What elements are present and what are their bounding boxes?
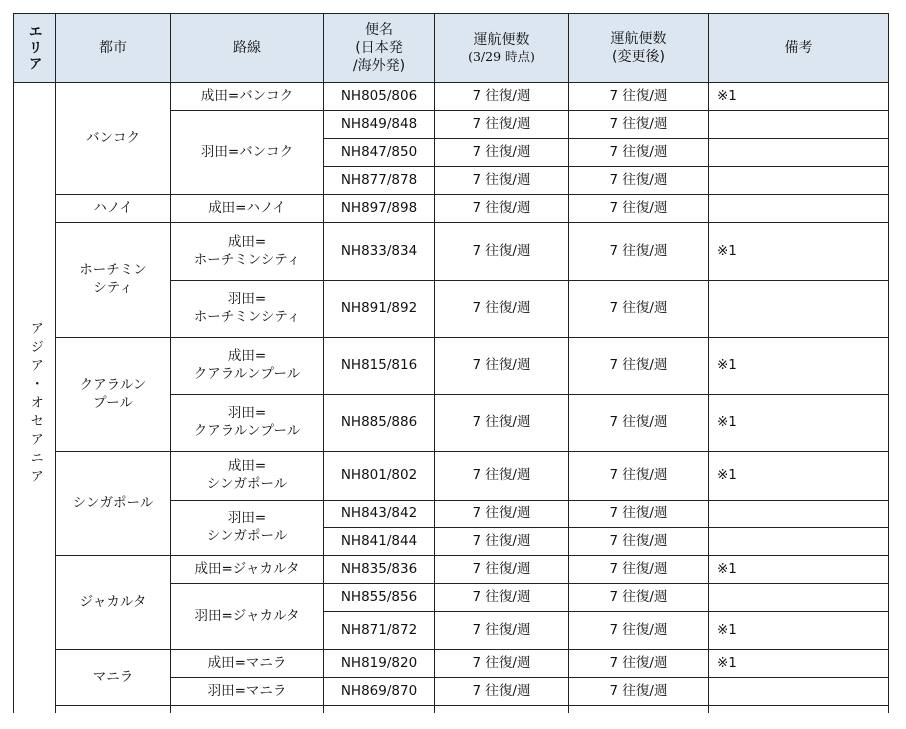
header-flight-line3: /海外発) [352,58,406,75]
flight-number-cell: NH885/886 [324,395,435,452]
header-freq-before-line1: 運航便数 [473,31,530,48]
flight-number-cell: NH819/820 [324,650,435,678]
notes-cell: ※1 [709,556,889,584]
frequency-after-cell: 7 往復/週 [569,281,709,338]
header-freq-before-line2: (3/29 時点) [468,48,535,64]
frequency-before-cell: 7 往復/週 [435,111,569,139]
empty-cell [709,706,889,714]
notes-cell [709,584,889,612]
frequency-before-cell: 7 往復/週 [435,223,569,281]
city-cell: クアラルン プール [56,338,171,452]
frequency-before-cell: 7 往復/週 [435,584,569,612]
flight-number-cell: NH877/878 [324,167,435,195]
header-city: 都市 [56,14,171,83]
header-row [14,14,889,83]
route-cell: 成田=ハノイ [171,195,324,223]
frequency-before-cell: 7 往復/週 [435,338,569,395]
flight-number-cell: NH843/842 [324,501,435,528]
empty-cell [435,706,569,714]
frequency-after-cell: 7 往復/週 [569,111,709,139]
flight-number-cell: NH871/872 [324,612,435,650]
flight-number-cell: NH847/850 [324,139,435,167]
frequency-before-cell: 7 往復/週 [435,167,569,195]
city-cell: マニラ [56,650,171,706]
city-cell: バンコク [56,83,171,195]
header-flight-no [324,14,435,83]
notes-cell: ※1 [709,650,889,678]
frequency-before-cell: 7 往復/週 [435,528,569,556]
flight-number-cell: NH835/836 [324,556,435,584]
flight-number-cell: NH841/844 [324,528,435,556]
frequency-after-cell: 7 往復/週 [569,195,709,223]
flight-number-cell: NH849/848 [324,111,435,139]
city-cell: ジャカルタ [56,556,171,650]
frequency-before-cell: 7 往復/週 [435,650,569,678]
frequency-before-cell: 7 往復/週 [435,395,569,452]
header-area-label: エリア [26,24,43,72]
route-cell: 成田= シンガポール [171,452,324,501]
frequency-before-cell: 7 往復/週 [435,501,569,528]
table-row [14,338,889,395]
header-freq-before [435,14,569,83]
frequency-before-cell: 7 往復/週 [435,678,569,706]
notes-cell [709,501,889,528]
flight-number-cell: NH801/802 [324,452,435,501]
frequency-after-cell: 7 往復/週 [569,452,709,501]
notes-cell: ※1 [709,338,889,395]
frequency-after-cell: 7 往復/週 [569,223,709,281]
route-cell: 成田= クアラルンプール [171,338,324,395]
flight-number-cell: NH833/834 [324,223,435,281]
frequency-after-cell: 7 往復/週 [569,167,709,195]
frequency-after-cell: 7 往復/週 [569,556,709,584]
table-row [14,223,889,281]
frequency-after-cell: 7 往復/週 [569,584,709,612]
frequency-before-cell: 7 往復/週 [435,556,569,584]
header-freq-after-line1: 運航便数 [610,30,667,47]
frequency-after-cell: 7 往復/週 [569,678,709,706]
notes-cell: ※1 [709,452,889,501]
header-area [14,14,56,83]
notes-cell [709,195,889,223]
route-cell: 羽田=バンコク [171,111,324,195]
notes-cell [709,139,889,167]
frequency-after-cell: 7 往復/週 [569,83,709,111]
header-flight-line1: 便名 [365,21,393,38]
notes-cell [709,528,889,556]
route-cell: 成田= ホーチミンシティ [171,223,324,281]
table-row [14,83,889,111]
frequency-before-cell: 7 往復/週 [435,195,569,223]
flight-number-cell: NH855/856 [324,584,435,612]
table-body [14,83,889,714]
empty-cell [569,706,709,714]
notes-cell [709,281,889,338]
frequency-after-cell: 7 往復/週 [569,395,709,452]
header-notes: 備考 [709,14,889,83]
flight-number-cell: NH869/870 [324,678,435,706]
notes-cell: ※1 [709,612,889,650]
frequency-after-cell: 7 往復/週 [569,528,709,556]
empty-cell [324,706,435,714]
route-cell: 羽田= ホーチミンシティ [171,281,324,338]
city-cell: シンガポール [56,452,171,556]
table-row [14,556,889,584]
route-cell: 羽田=マニラ [171,678,324,706]
flight-schedule-table-container [13,13,889,713]
flight-number-cell: NH815/816 [324,338,435,395]
notes-cell [709,167,889,195]
notes-cell [709,678,889,706]
empty-cell [56,706,171,714]
route-cell: 成田=バンコク [171,83,324,111]
frequency-before-cell: 7 往復/週 [435,139,569,167]
table-row [14,650,889,678]
frequency-after-cell: 7 往復/週 [569,139,709,167]
frequency-before-cell: 7 往復/週 [435,281,569,338]
header-flight-line2: (日本発 [355,39,403,56]
frequency-after-cell: 7 往復/週 [569,338,709,395]
flight-number-cell: NH891/892 [324,281,435,338]
frequency-after-cell: 7 往復/週 [569,501,709,528]
flight-number-cell: NH897/898 [324,195,435,223]
table-row-cut [14,706,889,714]
notes-cell: ※1 [709,223,889,281]
frequency-after-cell: 7 往復/週 [569,612,709,650]
frequency-before-cell: 7 往復/週 [435,612,569,650]
route-cell: 羽田= クアラルンプール [171,395,324,452]
notes-cell: ※1 [709,83,889,111]
empty-cell [171,706,324,714]
city-cell: ハノイ [56,195,171,223]
route-cell: 羽田=ジャカルタ [171,584,324,650]
header-freq-after [569,14,709,83]
notes-cell [709,111,889,139]
header-route: 路線 [171,14,324,83]
table-row [14,452,889,501]
frequency-after-cell: 7 往復/週 [569,650,709,678]
flight-number-cell: NH805/806 [324,83,435,111]
city-cell: ホーチミン シティ [56,223,171,338]
notes-cell: ※1 [709,395,889,452]
frequency-before-cell: 7 往復/週 [435,83,569,111]
area-cell [14,83,56,714]
route-cell: 羽田= シンガポール [171,501,324,556]
table-row [14,195,889,223]
area-label: アジア・オセアニア [27,320,44,488]
route-cell: 成田=マニラ [171,650,324,678]
frequency-before-cell: 7 往復/週 [435,452,569,501]
flight-schedule-table [13,13,889,713]
header-freq-after-line2: (変更後) [612,49,665,65]
route-cell: 成田=ジャカルタ [171,556,324,584]
